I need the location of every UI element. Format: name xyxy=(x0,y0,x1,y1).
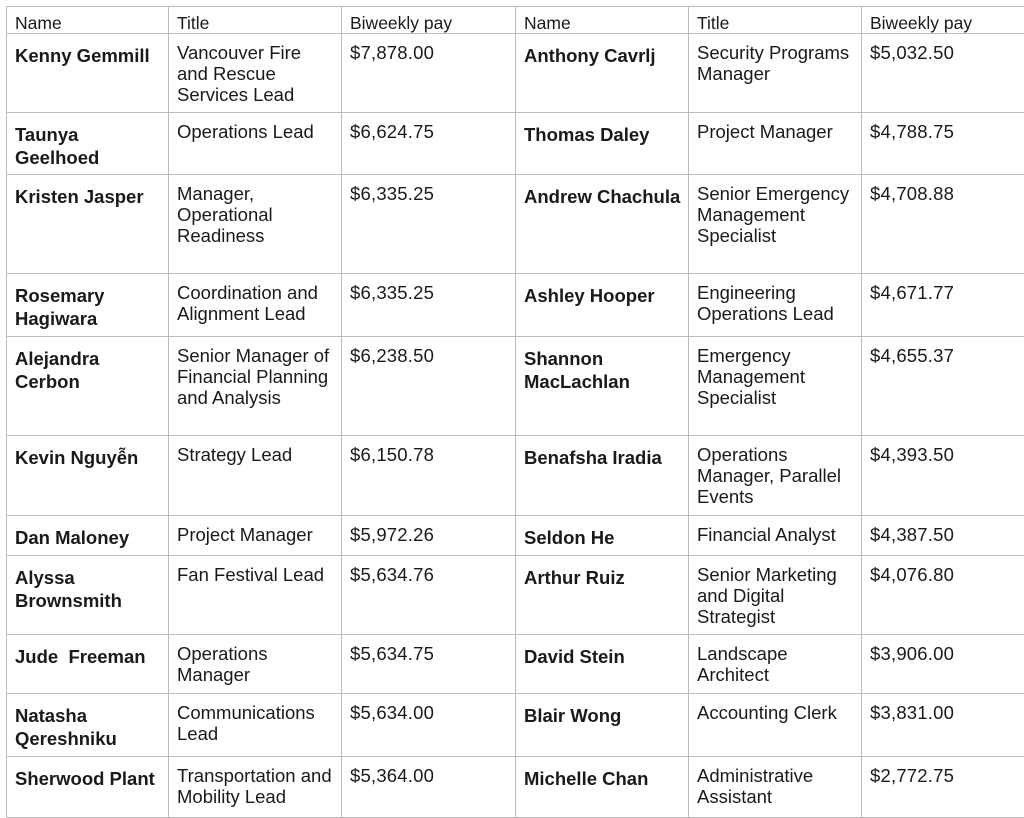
header-pay-right: Biweekly pay xyxy=(862,7,1024,34)
pay-cell-right: $4,387.50 xyxy=(862,516,1024,556)
title-cell-left: Senior Manager of Financial Planning and Analysis xyxy=(169,337,342,436)
title-cell-left: Communications Lead xyxy=(169,694,342,757)
table-row xyxy=(7,556,1024,635)
pay-cell-left: $5,364.00 xyxy=(342,757,516,818)
name-cell-right: Seldon He xyxy=(516,516,689,556)
name-cell-left: Alejandra Cerbon xyxy=(7,337,169,436)
pay-cell-right: $4,671.77 xyxy=(862,274,1024,337)
title-cell-right: Senior Marketing and Digital Strategist xyxy=(689,556,862,635)
title-cell-left: Operations Lead xyxy=(169,113,342,175)
pay-cell-right: $4,076.80 xyxy=(862,556,1024,635)
title-cell-right: Security Programs Manager xyxy=(689,34,862,113)
table-row xyxy=(7,337,1024,436)
title-cell-left: Project Manager xyxy=(169,516,342,556)
name-cell-left: Kevin Nguyễn xyxy=(7,436,169,516)
title-cell-left: Strategy Lead xyxy=(169,436,342,516)
name-cell-left: Sherwood Plant xyxy=(7,757,169,818)
table-row xyxy=(7,274,1024,337)
title-cell-right: Operations Manager, Parallel Events xyxy=(689,436,862,516)
name-cell-right: Benafsha Iradia xyxy=(516,436,689,516)
pay-cell-right: $2,772.75 xyxy=(862,757,1024,818)
table-body xyxy=(7,34,1024,818)
pay-cell-right: $4,788.75 xyxy=(862,113,1024,175)
name-cell-right: Anthony Cavrlj xyxy=(516,34,689,113)
table-row xyxy=(7,436,1024,516)
table-header xyxy=(7,7,1024,34)
table-row xyxy=(7,757,1024,818)
name-cell-right: Arthur Ruiz xyxy=(516,556,689,635)
pay-cell-right: $4,655.37 xyxy=(862,337,1024,436)
table-row xyxy=(7,635,1024,694)
name-cell-right: Ashley Hooper xyxy=(516,274,689,337)
pay-cell-left: $6,238.50 xyxy=(342,337,516,436)
name-cell-left: Taunya Geelhoed xyxy=(7,113,169,175)
name-cell-left: Natasha Qereshniku xyxy=(7,694,169,757)
table-row xyxy=(7,516,1024,556)
name-cell-right: Blair Wong xyxy=(516,694,689,757)
name-cell-right: Thomas Daley xyxy=(516,113,689,175)
title-cell-right: Landscape Architect xyxy=(689,635,862,694)
header-name-right: Name xyxy=(516,7,689,34)
name-cell-left: Kenny Gemmill xyxy=(7,34,169,113)
pay-cell-right: $4,393.50 xyxy=(862,436,1024,516)
title-cell-left: Operations Manager xyxy=(169,635,342,694)
pay-cell-left: $5,634.75 xyxy=(342,635,516,694)
pay-cell-left: $6,335.25 xyxy=(342,175,516,274)
name-cell-right: Michelle Chan xyxy=(516,757,689,818)
title-cell-right: Financial Analyst xyxy=(689,516,862,556)
table-row xyxy=(7,113,1024,175)
title-cell-right: Engineering Operations Lead xyxy=(689,274,862,337)
header-name-left: Name xyxy=(7,7,169,34)
title-cell-right: Project Manager xyxy=(689,113,862,175)
title-cell-left: Transportation and Mobility Lead xyxy=(169,757,342,818)
pay-cell-left: $5,972.26 xyxy=(342,516,516,556)
pay-cell-right: $4,708.88 xyxy=(862,175,1024,274)
name-cell-left: Dan Maloney xyxy=(7,516,169,556)
header-title-right: Title xyxy=(689,7,862,34)
name-cell-left: Kristen Jasper xyxy=(7,175,169,274)
biweekly-pay-table xyxy=(6,6,1024,818)
table-row xyxy=(7,34,1024,113)
header-pay-left: Biweekly pay xyxy=(342,7,516,34)
pay-cell-right: $3,831.00 xyxy=(862,694,1024,757)
name-cell-right: Shannon MacLachlan xyxy=(516,337,689,436)
pay-cell-right: $5,032.50 xyxy=(862,34,1024,113)
table-row xyxy=(7,694,1024,757)
pay-cell-left: $6,624.75 xyxy=(342,113,516,175)
title-cell-left: Fan Festival Lead xyxy=(169,556,342,635)
pay-cell-left: $5,634.76 xyxy=(342,556,516,635)
title-cell-left: Coordination and Alignment Lead xyxy=(169,274,342,337)
title-cell-left: Vancouver Fire and Rescue Services Lead xyxy=(169,34,342,113)
table-row xyxy=(7,175,1024,274)
header-title-left: Title xyxy=(169,7,342,34)
pay-cell-right: $3,906.00 xyxy=(862,635,1024,694)
title-cell-right: Emergency Management Specialist xyxy=(689,337,862,436)
pay-cell-left: $6,150.78 xyxy=(342,436,516,516)
pay-table-sheet xyxy=(6,6,1024,812)
header-row xyxy=(7,7,1024,34)
name-cell-right: Andrew Chachula xyxy=(516,175,689,274)
title-cell-left: Manager, Operational Readiness xyxy=(169,175,342,274)
name-cell-left: Jude Freeman xyxy=(7,635,169,694)
title-cell-right: Accounting Clerk xyxy=(689,694,862,757)
title-cell-right: Senior Emergency Management Specialist xyxy=(689,175,862,274)
title-cell-right: Administrative Assistant xyxy=(689,757,862,818)
pay-cell-left: $7,878.00 xyxy=(342,34,516,113)
pay-cell-left: $6,335.25 xyxy=(342,274,516,337)
pay-cell-left: $5,634.00 xyxy=(342,694,516,757)
name-cell-right: David Stein xyxy=(516,635,689,694)
name-cell-left: Rosemary Hagiwara xyxy=(7,274,169,337)
name-cell-left: Alyssa Brownsmith xyxy=(7,556,169,635)
